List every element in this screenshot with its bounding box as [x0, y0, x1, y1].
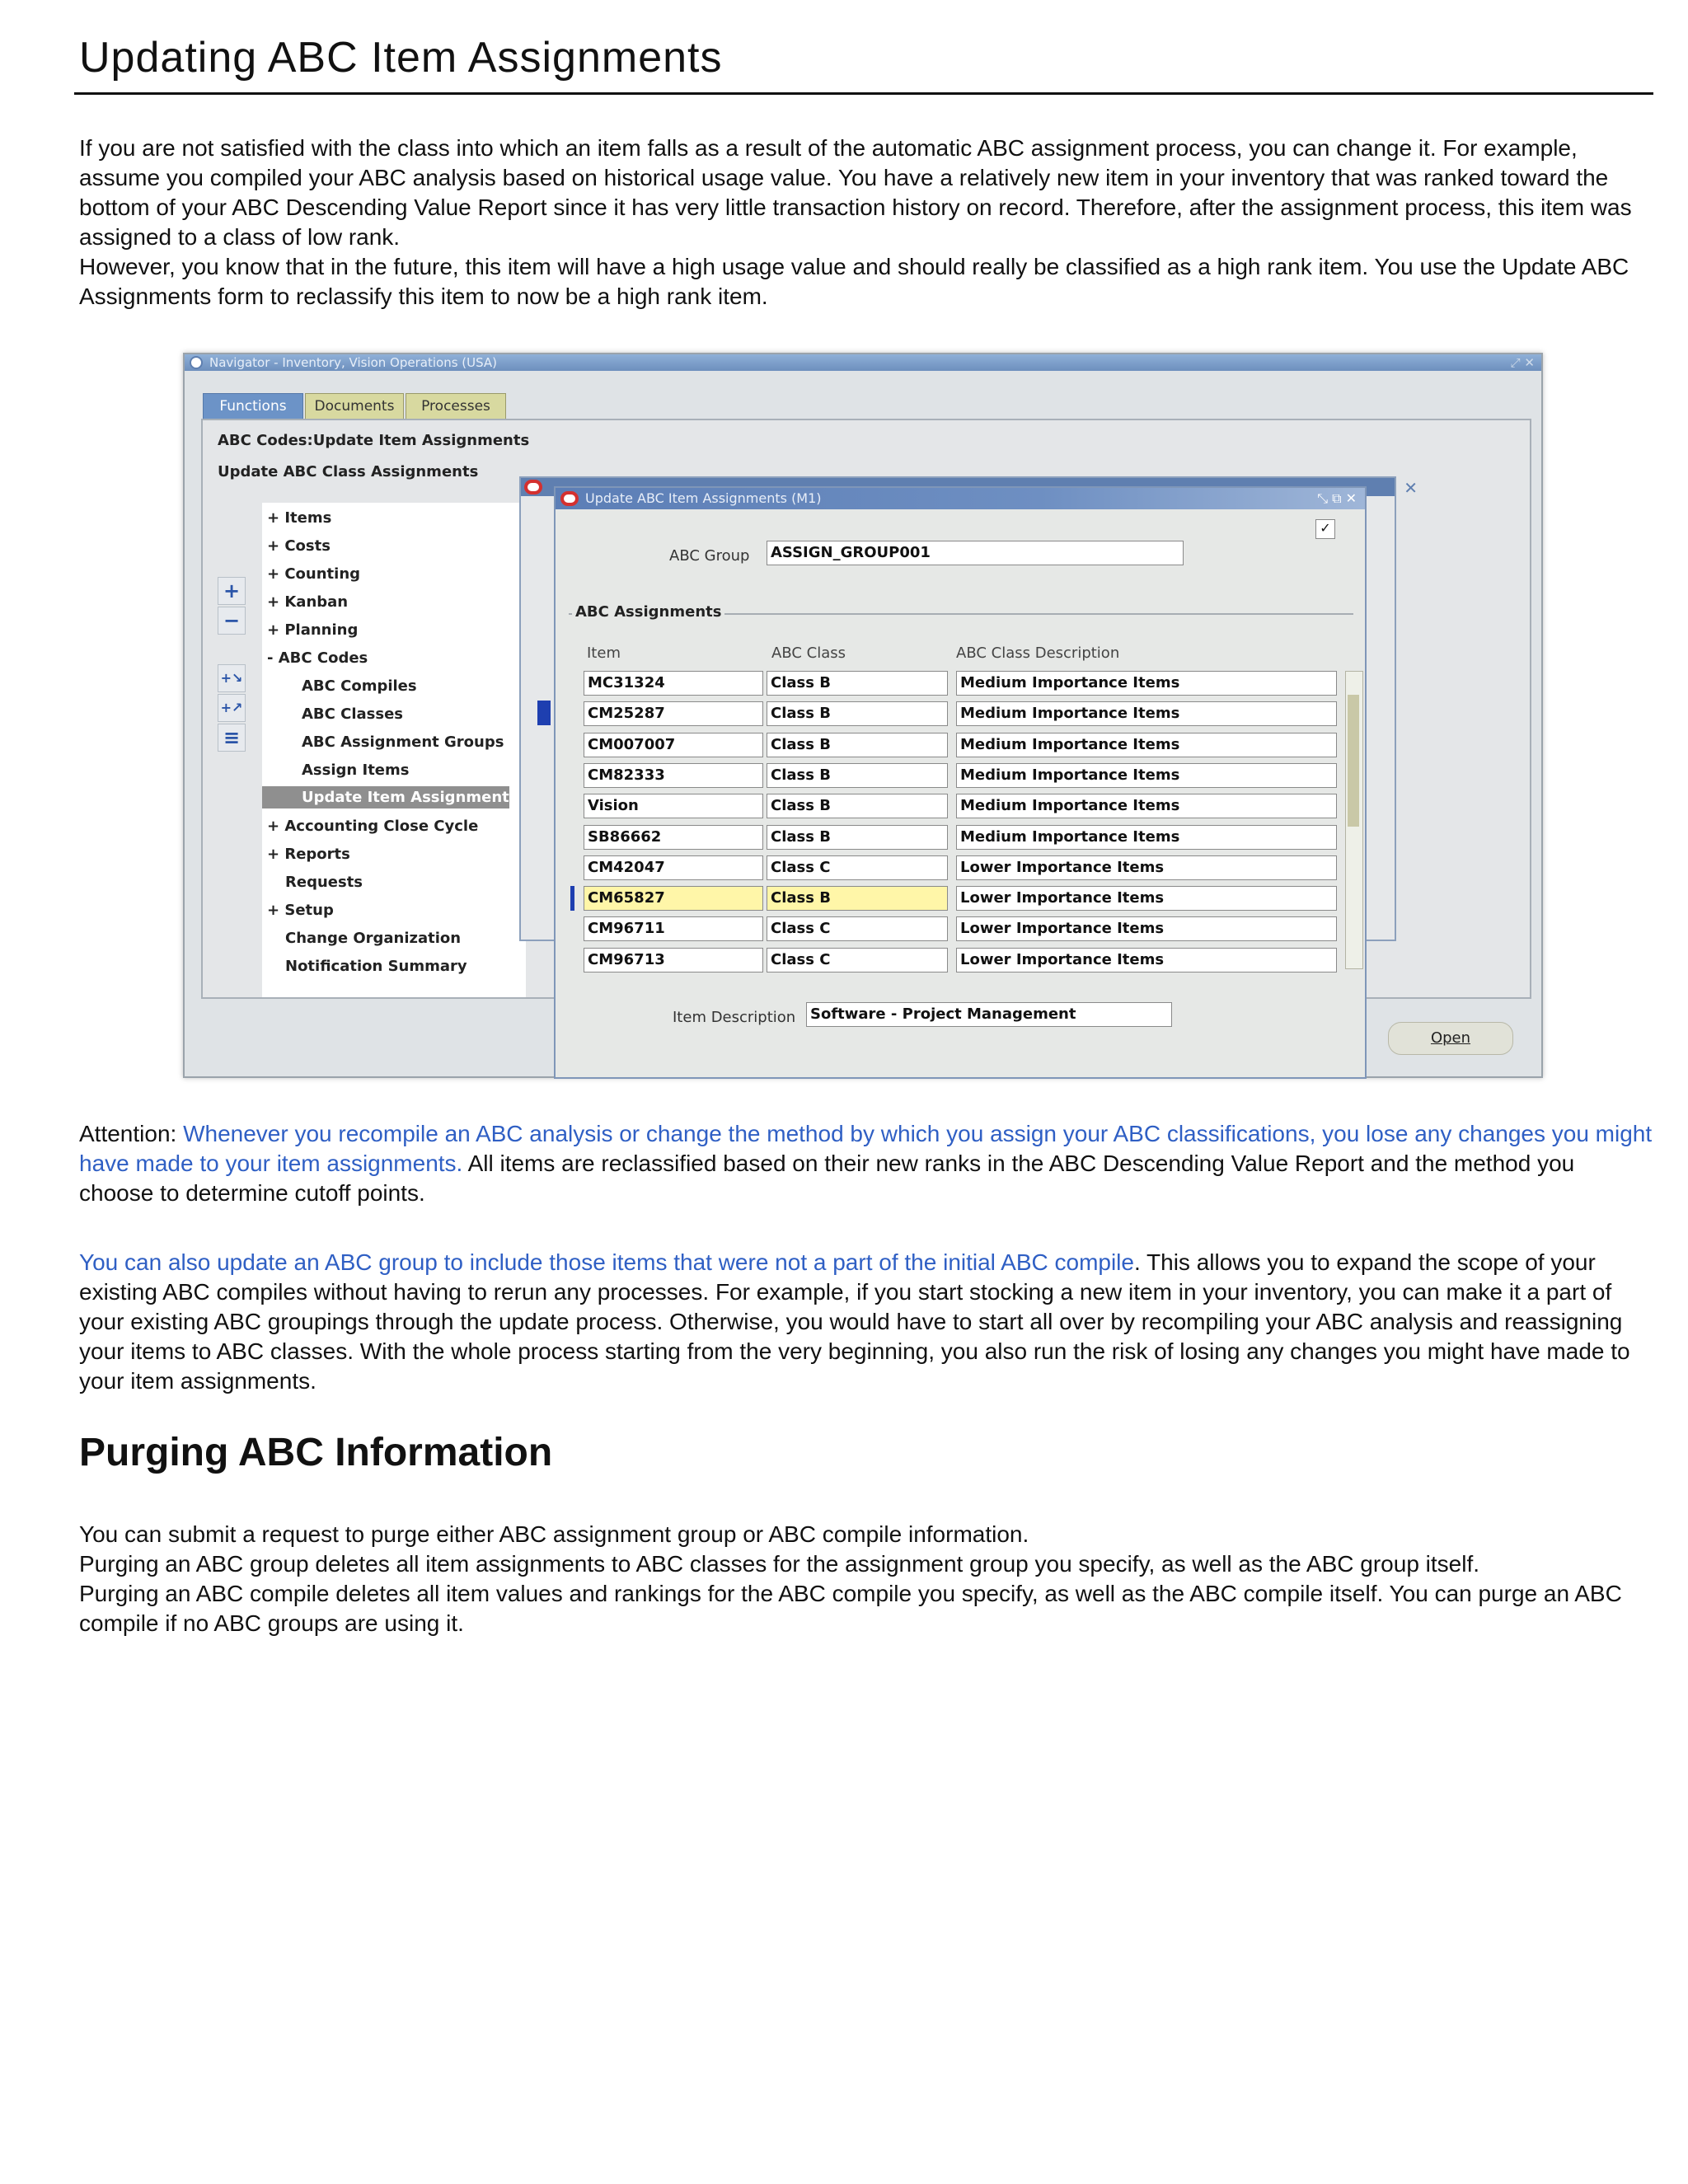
row-description-cell[interactable]: Medium Importance Items: [956, 701, 1337, 726]
row-description-cell[interactable]: Medium Importance Items: [956, 671, 1337, 696]
dialog-controls-icon[interactable]: ⤡ ⧉ ✕: [1317, 490, 1357, 506]
tree-item-abc-classes[interactable]: ABC Classes: [302, 705, 404, 723]
row-description-cell[interactable]: Medium Importance Items: [956, 794, 1337, 818]
page-title: Updating ABC Item Assignments: [79, 34, 723, 82]
row-item-cell[interactable]: SB86662: [584, 825, 763, 850]
update-group-rest: . This allows you to expand the scope of your existing ABC compiles without having to rerun any processes. For example, if you start stocking a new item in your inventory, you can make it a part of your existing ABC groupings through the update process. Otherwise, you would have to start all over by recompiling your ABC analysis and reassigning your items to ABC classes. With the whole process starting from the very beginning, you also run the risk of losing any changes you might have made to your item assignments.: [79, 1249, 1630, 1394]
scroll-thumb[interactable]: [1348, 695, 1359, 827]
tree-item-abc-compiles[interactable]: ABC Compiles: [302, 677, 417, 695]
nav-heading-function: Update ABC Class Assignments: [218, 463, 479, 480]
expand-button[interactable]: +: [218, 577, 246, 605]
navigator-window: [183, 353, 1543, 1078]
tree-item-update-item-assignments[interactable]: Update Item Assignments: [262, 786, 509, 808]
collapse-button[interactable]: −: [218, 607, 246, 635]
purge-line-3: Purging an ABC compile deletes all item values and rankings for the ABC compile you specify, as well as the ABC compile itself. You can purge an ABC compile if no ABC groups are using it.: [79, 1581, 1622, 1636]
tree-item-kanban[interactable]: + Kanban: [267, 593, 349, 611]
attention-paragraph: [79, 1119, 1655, 1208]
open-button[interactable]: Open: [1388, 1022, 1513, 1055]
purge-heading: Purging ABC Information: [79, 1431, 553, 1474]
col-header-item: Item: [587, 644, 621, 662]
tree-item-requests[interactable]: Requests: [285, 874, 363, 891]
enabled-checkbox[interactable]: ✓: [1315, 519, 1335, 539]
purge-line-2: Purging an ABC group deletes all item assignments to ABC classes for the assignment group you specify, as well as the ABC group itself.: [79, 1551, 1480, 1577]
tab-documents[interactable]: Documents: [305, 393, 404, 419]
row-class-cell[interactable]: Class C: [767, 948, 948, 972]
tree-item-change-organization[interactable]: Change Organization: [285, 930, 462, 947]
tree-item-abc-codes[interactable]: - ABC Codes: [267, 649, 368, 667]
row-class-cell[interactable]: Class B: [767, 794, 948, 818]
tree-item-reports[interactable]: + Reports: [267, 846, 350, 863]
row-description-cell[interactable]: Medium Importance Items: [956, 763, 1337, 788]
row-class-cell[interactable]: Class B: [767, 733, 948, 757]
row-item-cell[interactable]: CM007007: [584, 733, 763, 757]
attention-rest: All items are reclassified based on their new ranks in the ABC Descending Value Report and the method you choose to determine cutoff points.: [79, 1151, 1575, 1206]
oracle-o-icon: [524, 480, 542, 494]
update-group-highlight: You can also update an ABC group to include those items that were not a part of the initial ABC compile: [79, 1249, 1134, 1275]
navigator-title: Navigator - Inventory, Vision Operations (USA): [209, 355, 498, 370]
row-description-cell[interactable]: Lower Importance Items: [956, 855, 1337, 880]
assignments-scrollbar[interactable]: [1345, 671, 1363, 969]
row-item-cell[interactable]: CM96713: [584, 948, 763, 972]
tree-item-costs[interactable]: + Costs: [267, 537, 331, 555]
row-item-cell[interactable]: CM42047: [584, 855, 763, 880]
row-description-cell[interactable]: Lower Importance Items: [956, 916, 1337, 941]
tree-item-setup[interactable]: + Setup: [267, 902, 334, 919]
tab-processes[interactable]: Processes: [406, 393, 506, 419]
intro-paragraph-1: If you are not satisfied with the class into which an item falls as a result of the automatic ABC assignment process, you can change it. For example, assume you compiled your ABC analysis based on historical usage value. You have a relatively new item in your inventory that was ranked toward the bottom of your ABC Descending Value Report since it has very little transaction history on record. Therefore, after the assignment process, this item was assigned to a class of low rank.: [79, 135, 1632, 250]
assignments-section-title: ABC Assignments: [572, 603, 724, 621]
row-item-cell[interactable]: CM25287: [584, 701, 763, 726]
row-description-cell[interactable]: Lower Importance Items: [956, 886, 1337, 911]
nav-heading-path: ABC Codes:Update Item Assignments: [218, 432, 530, 449]
function-tree: [262, 503, 526, 997]
tree-item-planning[interactable]: + Planning: [267, 621, 359, 639]
dialog-titlebar: [556, 488, 1365, 509]
update-abc-dialog: [554, 486, 1367, 1079]
row-description-cell[interactable]: Lower Importance Items: [956, 948, 1337, 972]
abc-group-label: ABC Group: [669, 547, 750, 565]
list-view-button[interactable]: ≡: [218, 724, 246, 752]
tree-item-assign-items[interactable]: Assign Items: [302, 762, 410, 779]
tree-item-accounting-close-cycle[interactable]: + Accounting Close Cycle: [267, 818, 479, 835]
tab-functions[interactable]: Functions: [203, 393, 303, 419]
row-class-cell[interactable]: Class C: [767, 855, 948, 880]
navigator-titlebar: [185, 354, 1541, 371]
tree-item-abc-assignment-groups[interactable]: ABC Assignment Groups: [302, 733, 504, 751]
item-description-field[interactable]: Software - Project Management: [806, 1002, 1172, 1027]
row-class-cell[interactable]: Class B: [767, 886, 948, 911]
current-row-marker: [570, 886, 574, 911]
abc-group-field[interactable]: ASSIGN_GROUP001: [767, 541, 1184, 565]
row-description-cell[interactable]: Medium Importance Items: [956, 825, 1337, 850]
row-item-cell[interactable]: MC31324: [584, 671, 763, 696]
row-description-cell[interactable]: Medium Importance Items: [956, 733, 1337, 757]
oracle-logo-icon: [190, 356, 203, 369]
dialog-title: Update ABC Item Assignments (M1): [585, 490, 822, 506]
attention-label: Attention:: [79, 1121, 184, 1146]
row-item-cell[interactable]: Vision: [584, 794, 763, 818]
row-class-cell[interactable]: Class B: [767, 825, 948, 850]
attention-highlight: Whenever you recompile an ABC analysis or change the method by which you assign your ABC classifications, you lose any changes you might have made to your item assignments.: [79, 1121, 1653, 1176]
title-rule: [74, 92, 1653, 95]
update-group-paragraph: [79, 1248, 1655, 1396]
row-class-cell[interactable]: Class C: [767, 916, 948, 941]
close-icon[interactable]: ✕: [1404, 478, 1418, 498]
row-item-cell[interactable]: CM65827: [584, 886, 763, 911]
row-item-cell[interactable]: CM82333: [584, 763, 763, 788]
expand-all-button[interactable]: +↘: [218, 664, 246, 692]
row-class-cell[interactable]: Class B: [767, 763, 948, 788]
tree-item-items[interactable]: + Items: [267, 509, 332, 527]
row-indicator: [537, 701, 551, 725]
col-header-abc-class: ABC Class: [771, 644, 846, 662]
purge-line-1: You can submit a request to purge either ABC assignment group or ABC compile information.: [79, 1521, 1029, 1547]
tree-item-notification-summary[interactable]: Notification Summary: [285, 958, 467, 975]
tree-item-counting[interactable]: + Counting: [267, 565, 361, 583]
row-item-cell[interactable]: CM96711: [584, 916, 763, 941]
collapse-all-button[interactable]: +↗: [218, 694, 246, 722]
row-class-cell[interactable]: Class B: [767, 701, 948, 726]
item-description-label: Item Description: [673, 1009, 796, 1026]
dialog-oracle-icon: [560, 491, 579, 506]
row-class-cell[interactable]: Class B: [767, 671, 948, 696]
col-header-abc-class-description: ABC Class Description: [956, 644, 1120, 662]
window-controls-icon[interactable]: ⤢ ✕: [1510, 355, 1535, 370]
intro-paragraph-2: However, you know that in the future, this item will have a high usage value and should really be classified as a high rank item. You use the Update ABC Assignments form to reclassify this item to now be a high rank item.: [79, 254, 1629, 309]
